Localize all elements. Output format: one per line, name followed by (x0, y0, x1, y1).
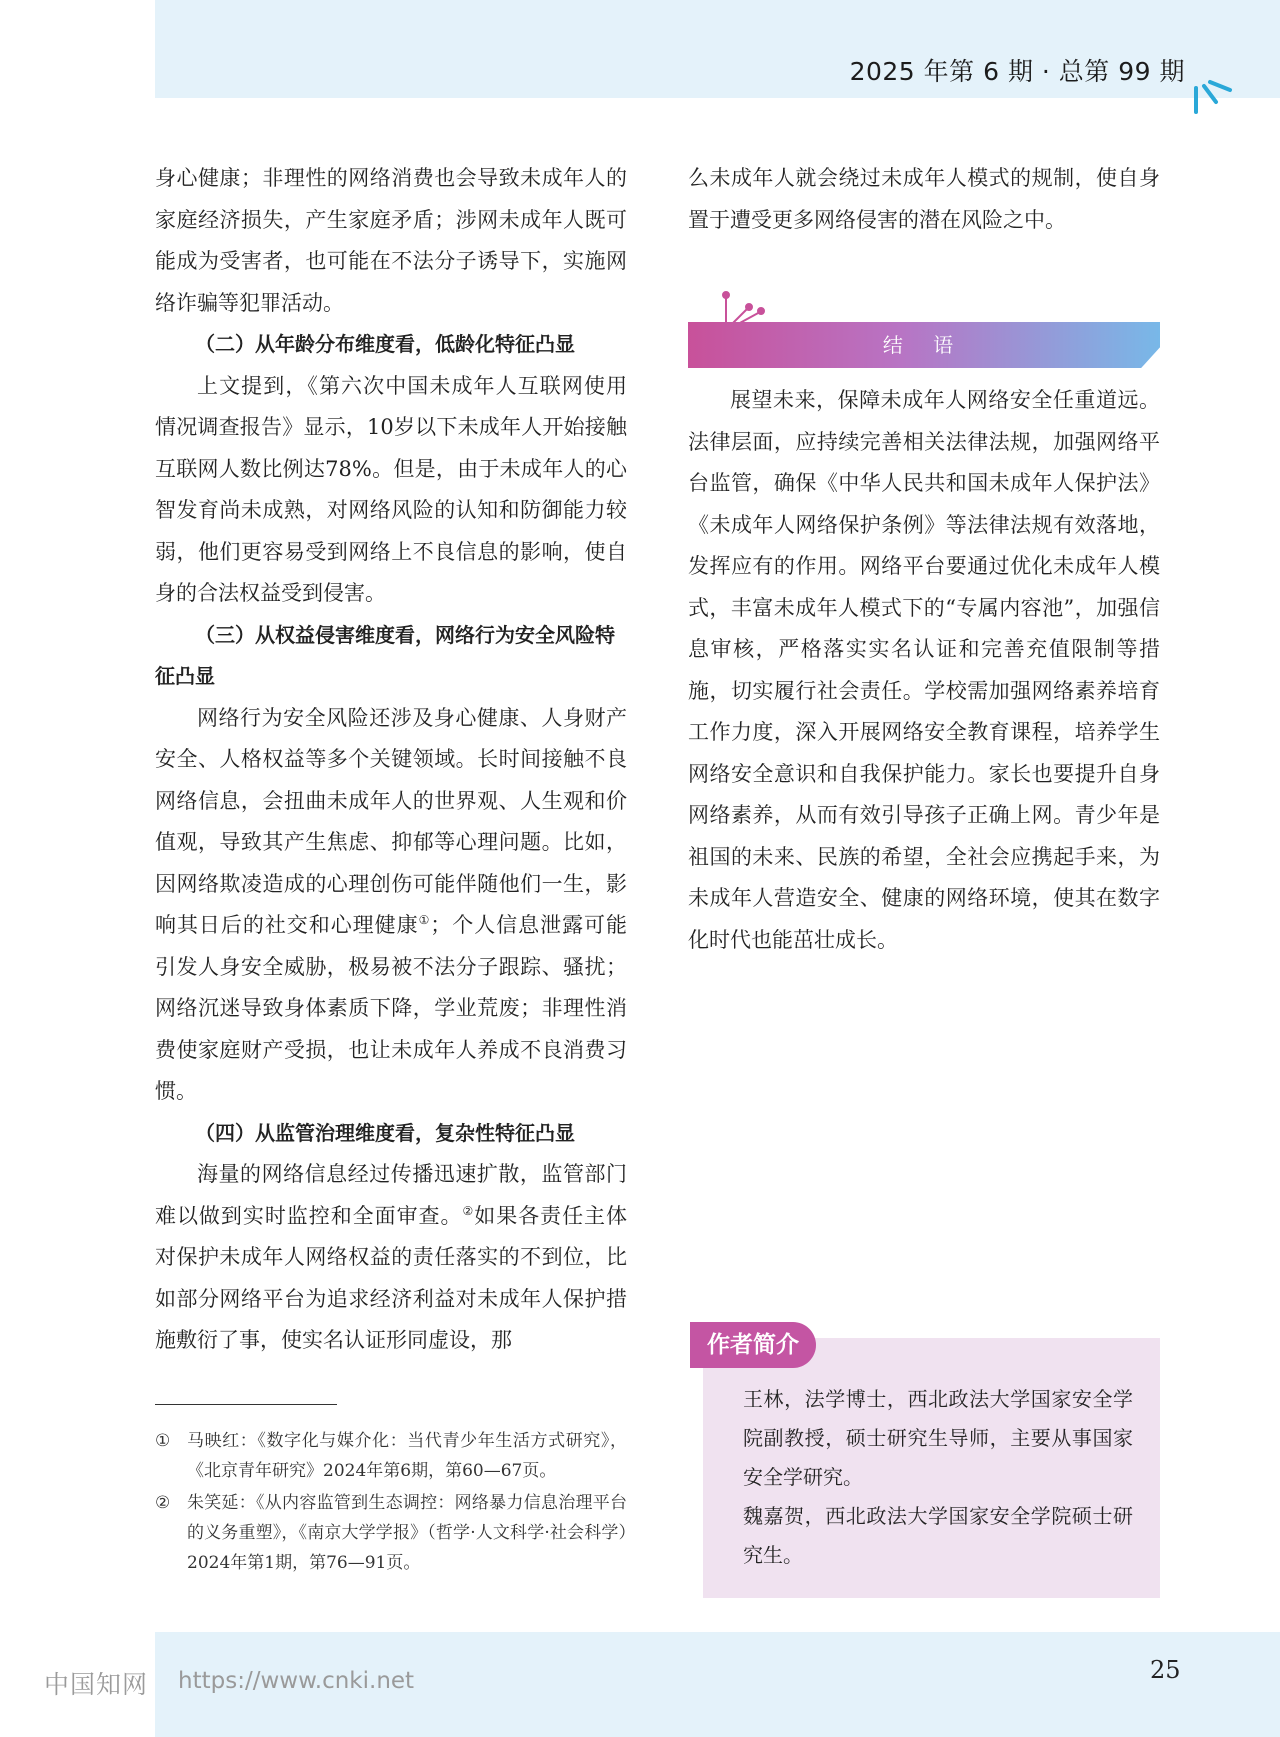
watermark-url[interactable]: https://www.cnki.net (178, 1668, 415, 1694)
paragraph (155, 1154, 627, 1362)
paragraph-text: 如果各责任主体对保护未成年人网络权益的责任落实的不到位，比如部分网络平台为追求经济利益对未成年人保护措施敷衍了事，使实名认证形同虚设，那 (155, 1203, 628, 1352)
paragraph: 上文提到，《第六次中国未成年人互联网使用情况调查报告》显示，10岁以下未成年人开始接触互联网人数比例达78%。但是，由于未成年人的心智发育尚未成熟，对网络风险的认知和防御能力较弱，他们更容易受到网络上不良信息的影响，使自身的合法权益受到侵害。 (155, 373, 627, 605)
paragraph: 展望未来，保障未成年人网络安全任重道远。法律层面，应持续完善相关法律法规，加强网络平台监管，确保《中华人民共和国未成年人保护法》《未成年人网络保护条例》等法律法规有效落地，发挥应有的作用。网络平台要通过优化未成年人模式，丰富未成年人模式下的“专属内容池”，加强信息审核，严格落实实名认证和完善充值限制等措施，切实履行社会责任。学校需加强网络素养培育工作力度，深入开展网络安全教育课程，培养学生网络安全意识和自我保护能力。家长也要提升自身网络素养，从而有效引导孩子正确上网。青少年是祖国的未来、民族的希望，全社会应携起手来，为未成年人营造安全、健康的网络环境，使其在数字化时代也能茁壮成长。 (688, 388, 1160, 952)
footnote-item (155, 1488, 627, 1578)
decorative-rays-icon (1186, 78, 1236, 128)
paragraph-text: ；个人信息泄露可能引发人身安全威胁，极易被不法分子跟踪、骚扰；网络沉迷导致身体素质下降，学业荒废；非理性消费使家庭财产受损，也让未成年人养成不良消费习惯。 (155, 913, 628, 1103)
section-title: 结 语 (882, 333, 966, 357)
issue-info: 2025 年第 6 期 · 总第 99 期 (849, 57, 1185, 86)
paragraph: 么未成年人就会绕过未成年人模式的规制，使自身置于遭受更多网络侵害的潜在风险之中。 (688, 166, 1160, 232)
footnote-number: ② (155, 1493, 171, 1513)
footnote-ref-2[interactable]: ② (462, 1203, 475, 1218)
footnote-text: 马映红：《数字化与媒介化：当代青少年生活方式研究》，《北京青年研究》2024年第6期，第60—67页。 (187, 1431, 627, 1481)
subsection-heading-3: （三）从权益侵害维度看，网络行为安全风险特征凸显 (155, 622, 615, 688)
right-column (688, 158, 1160, 241)
subsection-heading-2: （二）从年龄分布维度看，低龄化特征凸显 (195, 332, 575, 356)
watermark-site-name: 中国知网 (44, 1670, 149, 1699)
author-text (743, 1380, 1133, 1575)
footnotes (155, 1426, 627, 1580)
left-column (155, 158, 627, 1362)
footnote-number: ① (155, 1431, 171, 1451)
subsection-heading-4: （四）从监管治理维度看，复杂性特征凸显 (195, 1120, 575, 1145)
footnote-ref-1[interactable]: ① (418, 913, 431, 927)
conclusion-body (688, 380, 1160, 961)
author-bio: 王林，法学博士，西北政法大学国家安全学院副教授，硕士研究生导师，主要从事国家安全学研究。 (743, 1387, 1133, 1489)
paragraph-text: 网络行为安全风险还涉及身心健康、人身财产安全、人格权益等多个关键领域。长时间接触不良网络信息，会扭曲未成年人的世界观、人生观和价值观，导致其产生焦虑、抑郁等心理问题。比如，因网络欺凌造成的心理创伤可能伴随他们一生，影响其日后的社交和心理健康 (155, 705, 627, 937)
footnote-item (155, 1426, 627, 1486)
paragraph-text: 海量的网络信息经过传播迅速扩散，监管部门难以做到实时监控和全面审查。 (155, 1162, 627, 1228)
decorative-dots-icon (718, 290, 778, 324)
author-label: 作者简介 (690, 1322, 816, 1368)
author-bio: 魏嘉贺，西北政法大学国家安全学院硕士研究生。 (743, 1504, 1133, 1567)
page-number: 25 (1150, 1656, 1181, 1684)
paragraph (155, 698, 627, 1113)
footnote-divider (155, 1404, 337, 1405)
paragraph: 身心健康；非理性的网络消费也会导致未成年人的家庭经济损失，产生家庭矛盾；涉网未成年人既可能成为受害者，也可能在不法分子诱导下，实施网络诈骗等犯罪活动。 (155, 166, 627, 315)
section-header (688, 290, 1160, 370)
footnote-text: 朱笑延：《从内容监管到生态调控：网络暴力信息治理平台的义务重塑》，《南京大学学报》（哲学·人文科学·社会科学）2024年第1期，第76—91页。 (187, 1493, 627, 1573)
